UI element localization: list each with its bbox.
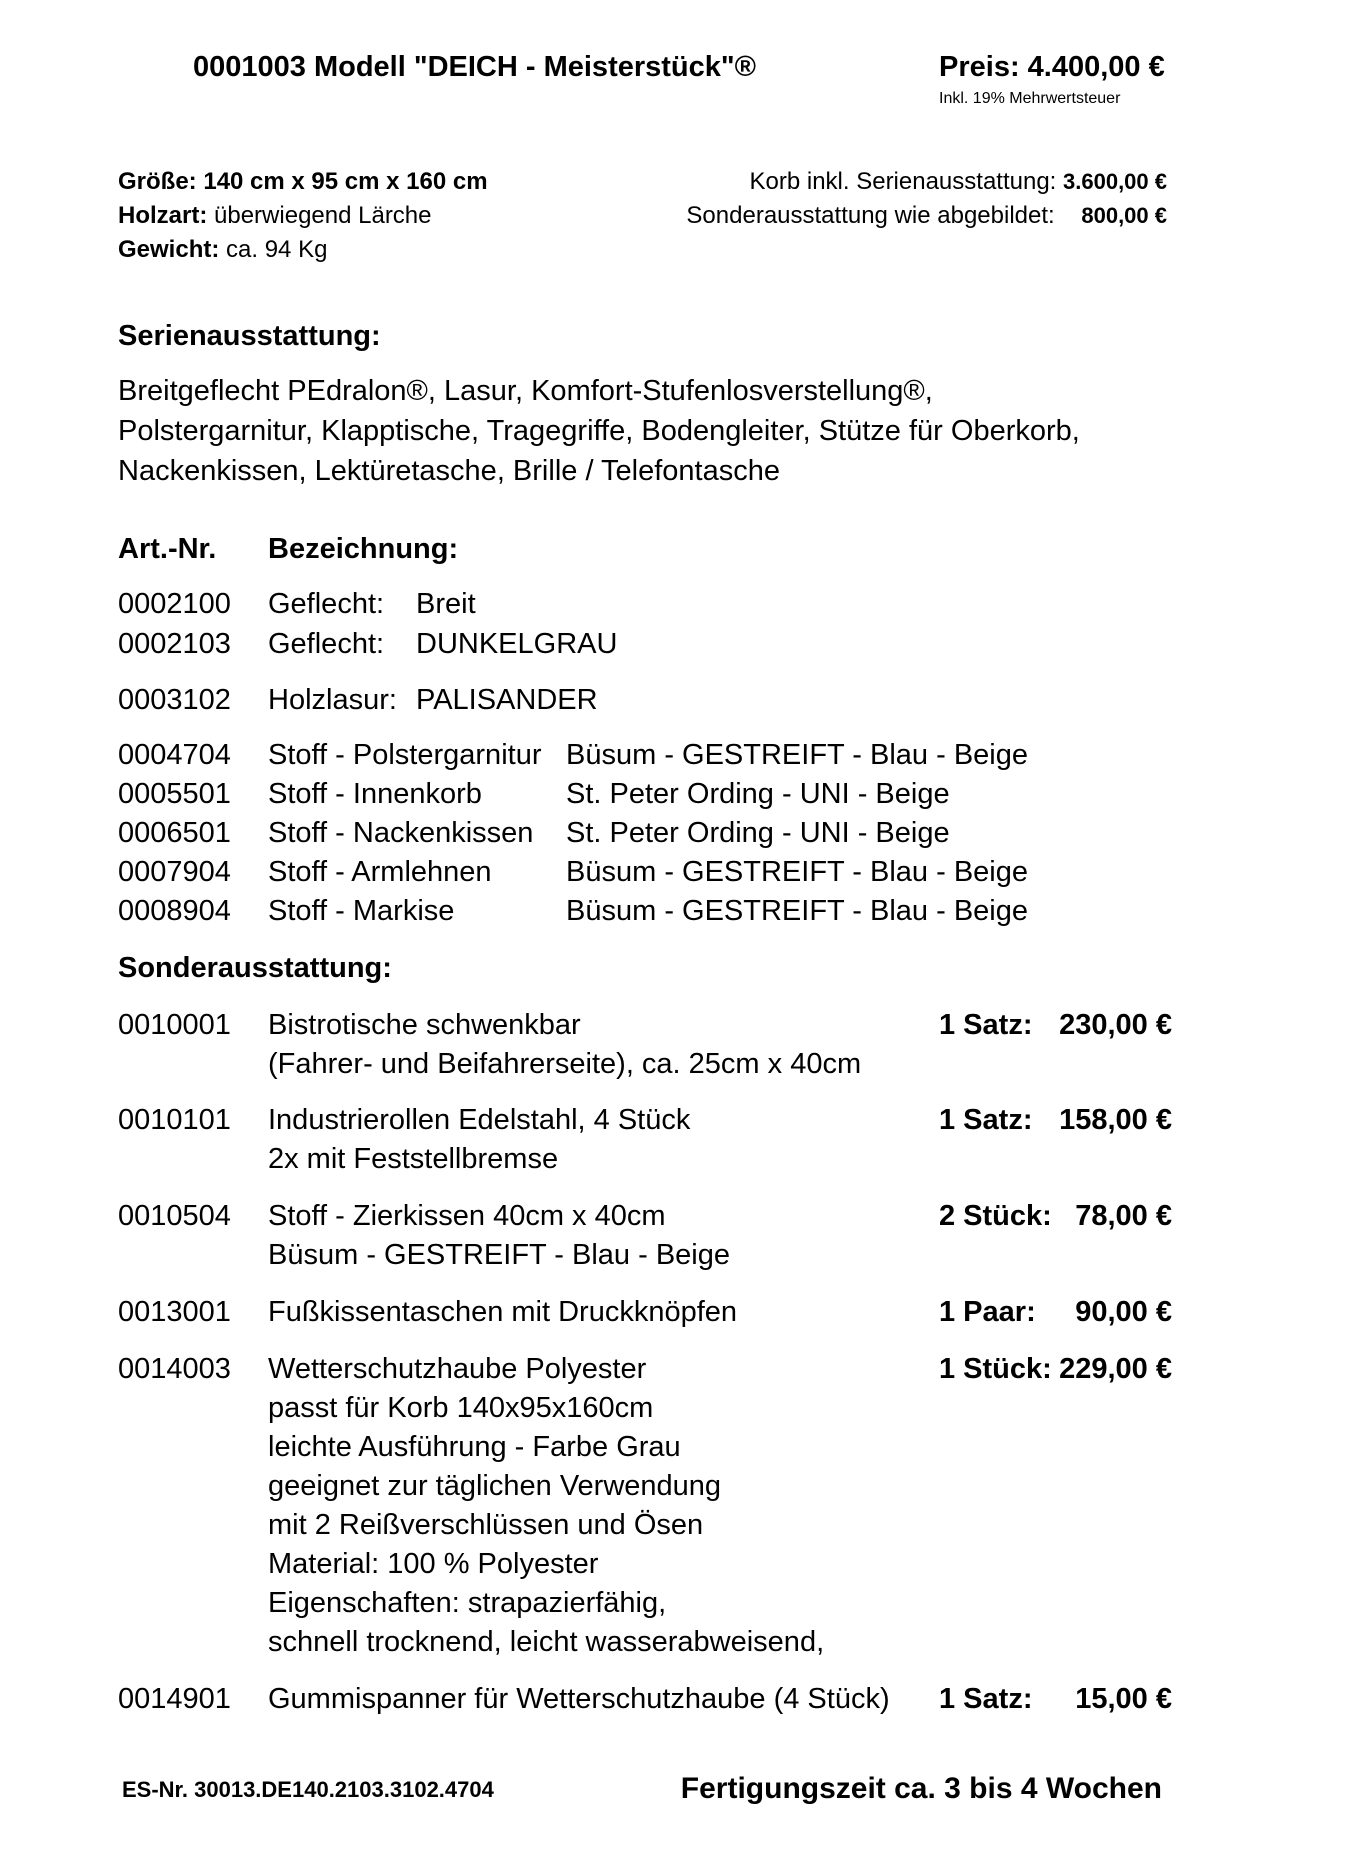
extras-artnr: 0010101 [118, 1104, 231, 1136]
extras-artnr: 0010001 [118, 1009, 231, 1041]
extras-desc-line: schnell trocknend, leicht wasserabweisend, [268, 1626, 825, 1658]
extras-desc-line: 2x mit Feststellbremse [268, 1143, 559, 1175]
spec-size-value: 140 cm x 95 cm x 160 cm [203, 168, 488, 195]
config-artnr: 0004704 [118, 739, 231, 771]
spec-weight-value: ca. 94 Kg [226, 236, 328, 263]
config-label: Holzlasur: [268, 684, 397, 716]
extras-desc-line: Gummispanner für Wetterschutzhaube (4 Stück) [268, 1683, 890, 1715]
config-value: Büsum - GESTREIFT - Blau - Beige [566, 895, 1028, 927]
extras-price: 230,00 € [1059, 1009, 1172, 1041]
es-number: ES-Nr. 30013.DE140.2103.3102.4704 [122, 1777, 494, 1802]
config-artnr: 0003102 [118, 684, 231, 716]
extras-desc-line: Fußkissentaschen mit Druckknöpfen [268, 1296, 738, 1328]
extras-desc-line: Büsum - GESTREIFT - Blau - Beige [268, 1239, 730, 1271]
extras-desc-line: (Fahrer- und Beifahrerseite), ca. 25cm x 40cm [268, 1048, 862, 1080]
standard-equipment-line: Breitgeflecht PEdralon®, Lasur, Komfort-Stufenlosverstellung®, [118, 375, 933, 407]
spec-weight-label: Gewicht: [118, 236, 220, 263]
extras-qty: 1 Satz: [939, 1683, 1033, 1715]
config-artnr: 0002103 [118, 628, 231, 660]
config-value: PALISANDER [416, 684, 598, 716]
config-artnr: 0007904 [118, 856, 231, 888]
config-value: Breit [416, 588, 476, 620]
extras-price-label: Sonderausstattung wie abgebildet: [686, 202, 1055, 229]
extras-artnr: 0014003 [118, 1353, 231, 1385]
extras-price: 158,00 € [1059, 1104, 1172, 1136]
config-label: Stoff - Armlehnen [268, 856, 492, 888]
extras-desc-line: passt für Korb 140x95x160cm [268, 1392, 654, 1424]
config-label: Stoff - Polstergarnitur [268, 739, 542, 771]
config-value: St. Peter Ording - UNI - Beige [566, 778, 950, 810]
extras-desc-line: Wetterschutzhaube Polyester [268, 1353, 647, 1385]
extras-qty: 1 Paar: [939, 1296, 1036, 1328]
extras-qty: 1 Satz: [939, 1009, 1033, 1041]
extras-desc-line: Bistrotische schwenkbar [268, 1009, 581, 1041]
config-label: Stoff - Markise [268, 895, 455, 927]
extras-price: 15,00 € [1075, 1683, 1172, 1715]
extras-artnr: 0014901 [118, 1683, 231, 1715]
production-time: Fertigungszeit ca. 3 bis 4 Wochen [680, 1772, 1162, 1805]
spec-size-label: Größe: [118, 168, 197, 195]
extras-heading: Sonderausstattung: [118, 952, 392, 984]
extras-price: 78,00 € [1075, 1200, 1172, 1232]
extras-price-value: 800,00 € [1081, 203, 1167, 228]
extras-desc-line: Stoff - Zierkissen 40cm x 40cm [268, 1200, 666, 1232]
config-artnr: 0002100 [118, 588, 231, 620]
config-artnr: 0006501 [118, 817, 231, 849]
extras-desc-line: Eigenschaften: strapazierfähig, [268, 1587, 667, 1619]
config-value: DUNKELGRAU [416, 628, 618, 660]
vat-note: Inkl. 19% Mehrwertsteuer [939, 90, 1121, 107]
extras-artnr: 0010504 [118, 1200, 231, 1232]
col-desc-header: Bezeichnung: [268, 533, 459, 565]
standard-equipment-line: Polstergarnitur, Klapptische, Tragegriffe, Bodengleiter, Stütze für Oberkorb, [118, 415, 1080, 447]
extras-price: 229,00 € [1059, 1353, 1172, 1385]
extras-price: 90,00 € [1075, 1296, 1172, 1328]
config-label: Stoff - Nackenkissen [268, 817, 534, 849]
config-value: Büsum - GESTREIFT - Blau - Beige [566, 856, 1028, 888]
config-label: Stoff - Innenkorb [268, 778, 482, 810]
col-artnr-header: Art.-Nr. [118, 533, 217, 565]
config-value: St. Peter Ording - UNI - Beige [566, 817, 950, 849]
extras-qty: 1 Stück: [939, 1353, 1052, 1385]
standard-equipment-heading: Serienausstattung: [118, 320, 381, 352]
extras-desc-line: leichte Ausführung - Farbe Grau [268, 1431, 681, 1463]
standard-equipment-line: Nackenkissen, Lektüretasche, Brille / Telefontasche [118, 455, 780, 487]
base-price-label: Korb inkl. Serienausstattung: [749, 168, 1057, 195]
extras-qty: 1 Satz: [939, 1104, 1033, 1136]
spec-size [118, 170, 488, 194]
extras-desc-line: Industrierollen Edelstahl, 4 Stück [268, 1104, 691, 1136]
config-artnr: 0005501 [118, 778, 231, 810]
extras-desc-line: Material: 100 % Polyester [268, 1548, 599, 1580]
product-price: Preis: 4.400,00 € [939, 51, 1165, 83]
config-artnr: 0008904 [118, 895, 231, 927]
extras-qty: 2 Stück: [939, 1200, 1052, 1232]
config-value: Büsum - GESTREIFT - Blau - Beige [566, 739, 1028, 771]
spec-weight [118, 238, 327, 262]
config-label: Geflecht: [268, 588, 385, 620]
base-price-value: 3.600,00 € [1063, 169, 1167, 194]
spec-wood [118, 204, 432, 228]
extras-desc-line: geeignet zur täglichen Verwendung [268, 1470, 722, 1502]
spec-wood-value: überwiegend Lärche [214, 202, 432, 229]
spec-wood-label: Holzart: [118, 202, 208, 229]
extras-artnr: 0013001 [118, 1296, 231, 1328]
extras-desc-line: mit 2 Reißverschlüssen und Ösen [268, 1509, 704, 1541]
base-price-row [750, 170, 1168, 194]
product-title: 0001003 Modell "DEICH - Meisterstück"® [193, 51, 757, 83]
config-label: Geflecht: [268, 628, 385, 660]
extras-price-row [686, 204, 1167, 228]
